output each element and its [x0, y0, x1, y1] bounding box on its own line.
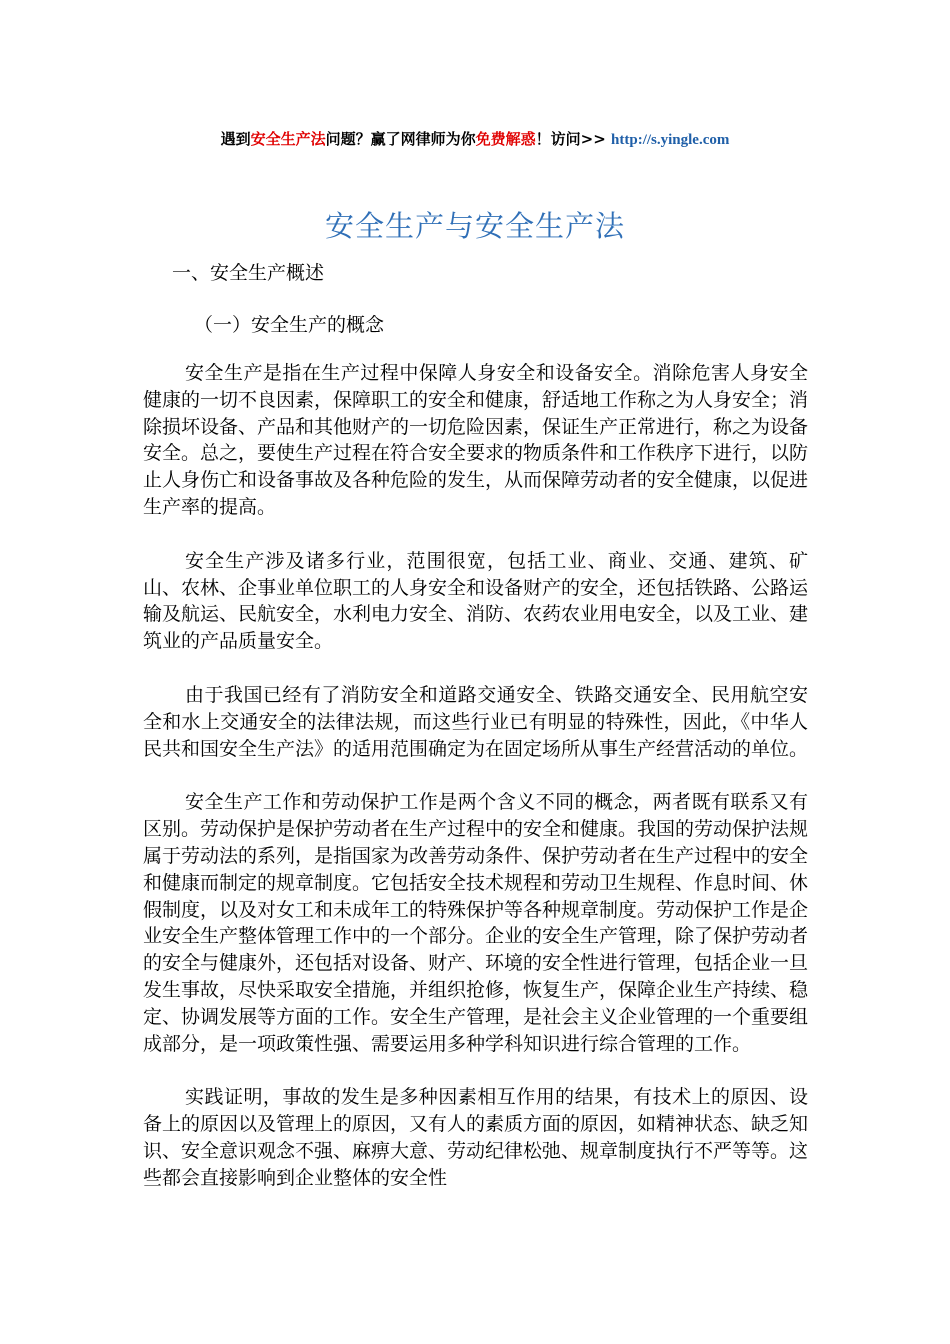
- paragraph: 安全生产涉及诸多行业，范围很宽，包括工业、商业、交通、建筑、矿山、农林、企事业单位职工的人身安全和设备财产的安全，还包括铁路、公路运输及航运、民航安全，水利电力安全、消防、农药农业用电安全，以及工业、建筑业的产品质量安全。: [143, 549, 809, 653]
- banner-highlight-law: 安全生产法: [250, 130, 326, 148]
- document-body: [143, 360, 808, 1219]
- banner-prefix: 遇到: [220, 130, 251, 148]
- banner-link[interactable]: http://s.yingle.com: [611, 132, 730, 148]
- banner-highlight-free: 免费解惑: [475, 130, 536, 148]
- banner-suffix: ！访问>>: [535, 130, 612, 148]
- banner-middle: 问题？赢了网律师为你: [325, 130, 476, 148]
- paragraph: 实践证明，事故的发生是多种因素相互作用的结果，有技术上的原因、设备上的原因以及管理上的原因，又有人的素质方面的原因，如精神状态、缺乏知识、安全意识观念不强、麻痹大意、劳动纪律松弛、规章制度执行不严等等。这些都会直接影响到企业整体的安全性: [143, 1086, 809, 1189]
- promo-banner: [0, 128, 950, 151]
- page-title: 安全生产与安全生产法: [324, 209, 625, 243]
- paragraph: 安全生产是指在生产过程中保障人身安全和设备安全。消除危害人身安全健康的一切不良因素，保障职工的安全和健康，舒适地工作称之为人身安全；消除损坏设备、产品和其他财产的一切危险因素，保证生产正常进行，称之为设备安全。总之，要使生产过程在符合安全要求的物质条件和工作秩序下进行，以防止人身伤亡和设备事故及各种危险的发生，从而保障劳动者的安全健康，以促进生产率的提高。: [143, 362, 809, 518]
- paragraph: 由于我国已经有了消防安全和道路交通安全、铁路交通安全、民用航空安全和水上交通安全的法律法规，而这些行业已有明显的特殊性，因此，《中华人民共和国安全生产法》的适用范围确定为在固定场所从事生产经营活动的单位。: [143, 683, 809, 760]
- paragraph: 安全生产工作和劳动保护工作是两个含义不同的概念，两者既有联系又有区别。劳动保护是保护劳动者在生产过程中的安全和健康。我国的劳动保护法规属于劳动法的系列，是指国家为改善劳动条件、保护劳动者在生产过程中的安全和健康而制定的规章制度。它包括安全技术规程和劳动卫生规程、作息时间、休假制度，以及对女工和未成年工的特殊保护等各种规章制度。劳动保护工作是企业安全生产整体管理工作中的一个部分。企业的安全生产管理，除了保护劳动者的安全与健康外，还包括对设备、财产、环境的安全性进行管理，包括企业一旦发生事故，尽快采取安全措施，并组织抢修，恢复生产，保障企业生产持续、稳定、协调发展等方面的工作。安全生产管理，是社会主义企业管理的一个重要组成部分，是一项政策性强、需要运用多种学科知识进行综合管理的工作。: [143, 791, 809, 1055]
- subsection-heading: （一）安全生产的概念: [194, 314, 385, 336]
- section-heading: 一、安全生产概述: [172, 262, 325, 284]
